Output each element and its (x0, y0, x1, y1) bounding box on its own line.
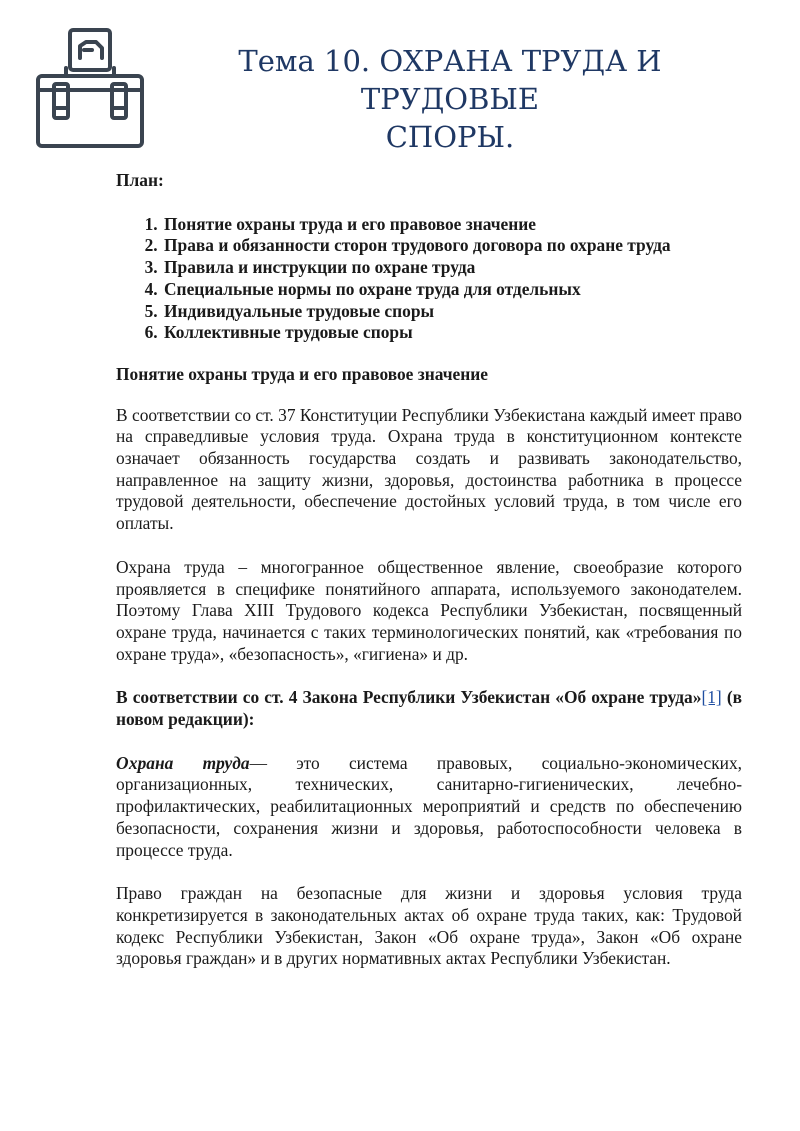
plan-item: 6. Коллективные трудовые споры (162, 322, 742, 344)
section-heading: Понятие охраны труда и его правовое значение (116, 363, 489, 384)
plan-item: 5. Индивидуальные трудовые споры (162, 301, 742, 323)
plan-label: План: (116, 170, 164, 190)
document-body (116, 170, 742, 992)
plan-item: 3. Правила и инструкции по охране труда (162, 257, 742, 279)
plan-item: 4. Специальные нормы по охране труда для отдельных (162, 279, 742, 301)
plan-list (116, 214, 742, 344)
plan-item: 1. Понятие охраны труда и его правовое значение (162, 214, 742, 236)
paragraph: Право граждан на безопасные для жизни и здоровья условия труда конкретизируется в законодательных актах об охране труда таких, как: Трудовой кодекс Республики Узбекистан, Закон «Об охране труда», Закон «Об охране здоровья граждан» и в других нормативных актах Республики Узбекистан. (116, 883, 742, 969)
briefcase-hand-icon (36, 28, 144, 148)
paragraph: Охрана труда – многогранное общественное явление, своеобразие которого проявляется в специфике понятийного аппарата, используемого законодателем. Поэтому Глава XIII Трудового кодекса Республики Узбекистан, посвященный охране труда, начинается с таких терминологических понятий, как «требования по охране труда», «безопасность», «гигиена» и др. (116, 556, 742, 664)
footnote-link[interactable]: [1] (701, 687, 722, 708)
definition-paragraph: Охрана труда— это система правовых, социально-экономических, организационных, технических, санитарно-гигиенических, лечебно-профилактических, реабилитационных мероприятий и средств по обеспечению безопасности, сохранения жизни и здоровья, работоспособности человека в процессе труда. (116, 752, 742, 860)
page-title: Тема 10. ОХРАНА ТРУДА И ТРУДОВЫЕ СПОРЫ. (238, 44, 662, 154)
paragraph-law-reference: В соответствии со ст. 4 Закона Республики Узбекистан «Об охране труда»[1] (в новом редакции): (116, 687, 743, 730)
plan-item: 2. Права и обязанности сторон трудового договора по охране труда (162, 235, 742, 257)
paragraph: В соответствии со ст. 37 Конституции Республики Узбекистана каждый имеет право на справедливые условия труда. Охрана труда в конституционном контексте означает обязанность государства создать и развивать законодательство, направленное на защиту жизни, здоровья, достоинства работника в процессе трудовой деятельности, обеспечение достойных условий труда, в том числе его оплаты. (116, 404, 742, 534)
defined-term: Охрана труда (116, 752, 250, 773)
